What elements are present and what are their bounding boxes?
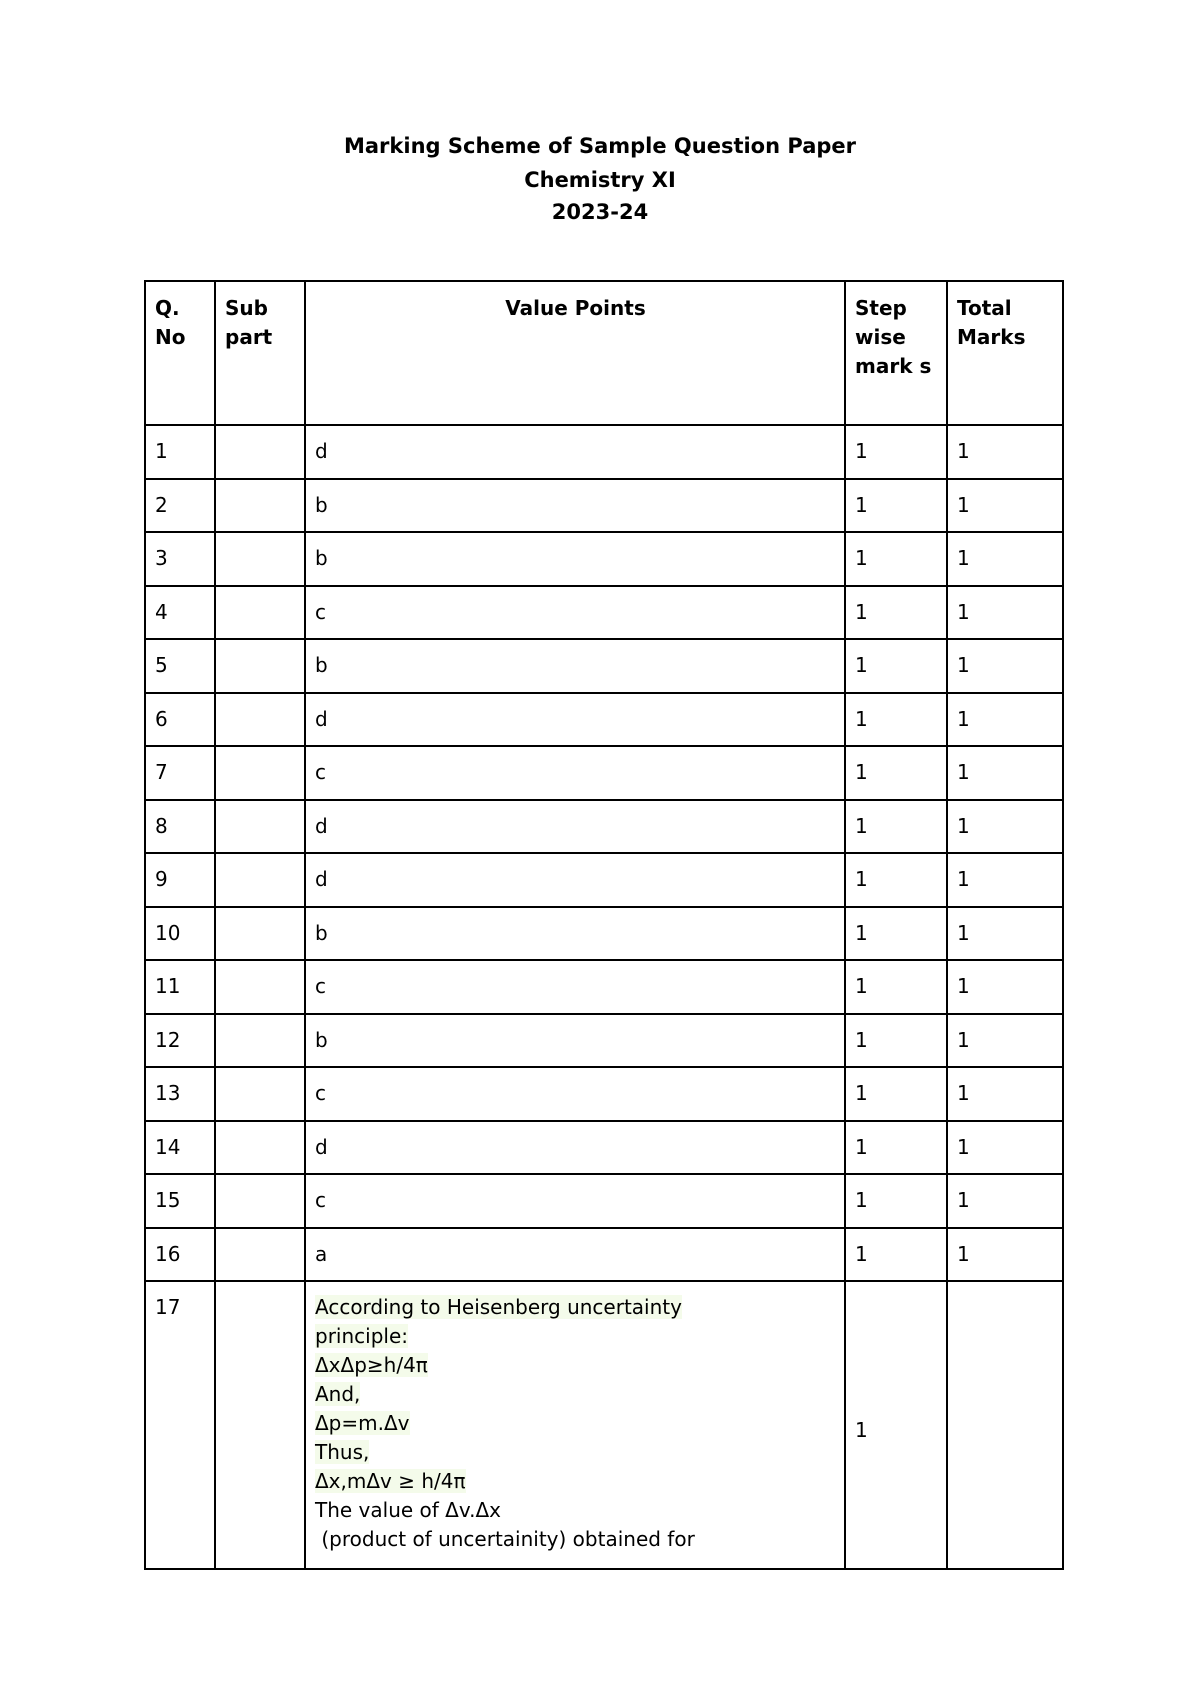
answer-line-highlighted: According to Heisenberg uncertainty bbox=[315, 1295, 682, 1319]
sub-part bbox=[215, 853, 305, 907]
sub-part bbox=[215, 532, 305, 586]
q-number: 15 bbox=[145, 1174, 215, 1228]
answer-line-highlighted: Δx,mΔv ≥ h/4π bbox=[315, 1469, 466, 1493]
step-marks: 1 bbox=[845, 746, 947, 800]
table-row bbox=[145, 1067, 1063, 1121]
header-step-marks: Step wise mark s bbox=[845, 281, 947, 425]
q-number: 16 bbox=[145, 1228, 215, 1282]
total-marks bbox=[947, 1281, 1063, 1569]
step-marks: 1 bbox=[845, 907, 947, 961]
q-number: 5 bbox=[145, 639, 215, 693]
table-row bbox=[145, 800, 1063, 854]
q-number: 14 bbox=[145, 1121, 215, 1175]
value-points: d bbox=[305, 853, 845, 907]
step-marks: 1 bbox=[845, 532, 947, 586]
step-marks: 1 bbox=[845, 1121, 947, 1175]
sub-part bbox=[215, 425, 305, 479]
step-marks: 1 bbox=[845, 586, 947, 640]
q-number: 9 bbox=[145, 853, 215, 907]
table-row bbox=[145, 1174, 1063, 1228]
q-number: 8 bbox=[145, 800, 215, 854]
answer-line-highlighted: ΔxΔp≥h/4π bbox=[315, 1353, 428, 1377]
total-marks: 1 bbox=[947, 586, 1063, 640]
document-subject: Chemistry XI bbox=[524, 168, 676, 192]
step-marks: 1 bbox=[845, 1174, 947, 1228]
table-row bbox=[145, 1014, 1063, 1068]
step-marks: 1 bbox=[845, 1014, 947, 1068]
step-marks: 1 bbox=[845, 693, 947, 747]
value-points bbox=[305, 1281, 845, 1569]
header-value-points: Value Points bbox=[305, 281, 845, 425]
q-number: 13 bbox=[145, 1067, 215, 1121]
total-marks: 1 bbox=[947, 479, 1063, 533]
q-number: 2 bbox=[145, 479, 215, 533]
value-points: c bbox=[305, 1067, 845, 1121]
table-row bbox=[145, 639, 1063, 693]
sub-part bbox=[215, 1121, 305, 1175]
table-row bbox=[145, 532, 1063, 586]
step-marks: 1 bbox=[845, 960, 947, 1014]
table-row bbox=[145, 693, 1063, 747]
value-points: d bbox=[305, 425, 845, 479]
table-row bbox=[145, 479, 1063, 533]
q-number: 4 bbox=[145, 586, 215, 640]
sub-part bbox=[215, 1174, 305, 1228]
sub-part bbox=[215, 960, 305, 1014]
sub-part bbox=[215, 586, 305, 640]
sub-part bbox=[215, 800, 305, 854]
value-points: a bbox=[305, 1228, 845, 1282]
total-marks: 1 bbox=[947, 746, 1063, 800]
document-title: Marking Scheme of Sample Question Paper bbox=[343, 134, 857, 158]
value-points: d bbox=[305, 1121, 845, 1175]
header-total-marks: Total Marks bbox=[947, 281, 1063, 425]
table-row bbox=[145, 907, 1063, 961]
q-number: 1 bbox=[145, 425, 215, 479]
table-row bbox=[145, 586, 1063, 640]
value-points: b bbox=[305, 532, 845, 586]
step-marks: 1 bbox=[845, 479, 947, 533]
sub-part bbox=[215, 1014, 305, 1068]
answer-line: The value of Δv.Δx bbox=[315, 1498, 502, 1522]
total-marks: 1 bbox=[947, 853, 1063, 907]
step-marks: 1 bbox=[845, 425, 947, 479]
table-row bbox=[145, 960, 1063, 1014]
total-marks: 1 bbox=[947, 425, 1063, 479]
step-marks: 1 bbox=[845, 639, 947, 693]
total-marks: 1 bbox=[947, 693, 1063, 747]
q-number: 7 bbox=[145, 746, 215, 800]
header-sub-part: Sub part bbox=[215, 281, 305, 425]
value-points: c bbox=[305, 960, 845, 1014]
table-row bbox=[145, 746, 1063, 800]
q-number: 11 bbox=[145, 960, 215, 1014]
table-row bbox=[145, 1121, 1063, 1175]
table-row bbox=[145, 853, 1063, 907]
q-number: 12 bbox=[145, 1014, 215, 1068]
total-marks: 1 bbox=[947, 639, 1063, 693]
value-points: c bbox=[305, 746, 845, 800]
total-marks: 1 bbox=[947, 800, 1063, 854]
value-points: c bbox=[305, 586, 845, 640]
answer-line-highlighted: And, bbox=[315, 1382, 361, 1406]
total-marks: 1 bbox=[947, 1121, 1063, 1175]
table-header-row bbox=[145, 281, 1063, 425]
sub-part bbox=[215, 907, 305, 961]
value-points: c bbox=[305, 1174, 845, 1228]
total-marks: 1 bbox=[947, 532, 1063, 586]
sub-part bbox=[215, 746, 305, 800]
q-number: 17 bbox=[145, 1281, 215, 1569]
answer-line-highlighted: Δp=m.Δv bbox=[315, 1411, 410, 1435]
q-number: 3 bbox=[145, 532, 215, 586]
total-marks: 1 bbox=[947, 1174, 1063, 1228]
total-marks: 1 bbox=[947, 1067, 1063, 1121]
q-number: 10 bbox=[145, 907, 215, 961]
table-row bbox=[145, 1228, 1063, 1282]
total-marks: 1 bbox=[947, 1014, 1063, 1068]
step-marks: 1 bbox=[845, 853, 947, 907]
value-points: b bbox=[305, 479, 845, 533]
step-marks: 1 bbox=[845, 1067, 947, 1121]
step-marks: 1 bbox=[845, 1228, 947, 1282]
value-points: b bbox=[305, 1014, 845, 1068]
value-points: b bbox=[305, 639, 845, 693]
value-points: b bbox=[305, 907, 845, 961]
total-marks: 1 bbox=[947, 907, 1063, 961]
total-marks: 1 bbox=[947, 960, 1063, 1014]
sub-part bbox=[215, 479, 305, 533]
value-points: d bbox=[305, 800, 845, 854]
sub-part bbox=[215, 1228, 305, 1282]
answer-line: (product of uncertainity) obtained for bbox=[315, 1527, 695, 1551]
document-year: 2023-24 bbox=[551, 200, 649, 224]
sub-part bbox=[215, 1281, 305, 1569]
answer-line-highlighted: Thus, bbox=[315, 1440, 370, 1464]
value-points: d bbox=[305, 693, 845, 747]
step-marks: 1 bbox=[845, 800, 947, 854]
table-row-17 bbox=[145, 1281, 1063, 1569]
sub-part bbox=[215, 1067, 305, 1121]
total-marks: 1 bbox=[947, 1228, 1063, 1282]
table-row bbox=[145, 425, 1063, 479]
header-q-no: Q. No bbox=[145, 281, 215, 425]
step-marks: 1 bbox=[845, 1281, 947, 1569]
sub-part bbox=[215, 639, 305, 693]
answer-line-highlighted: principle: bbox=[315, 1324, 408, 1348]
marking-scheme-table bbox=[144, 280, 1064, 1570]
sub-part bbox=[215, 693, 305, 747]
q-number: 6 bbox=[145, 693, 215, 747]
